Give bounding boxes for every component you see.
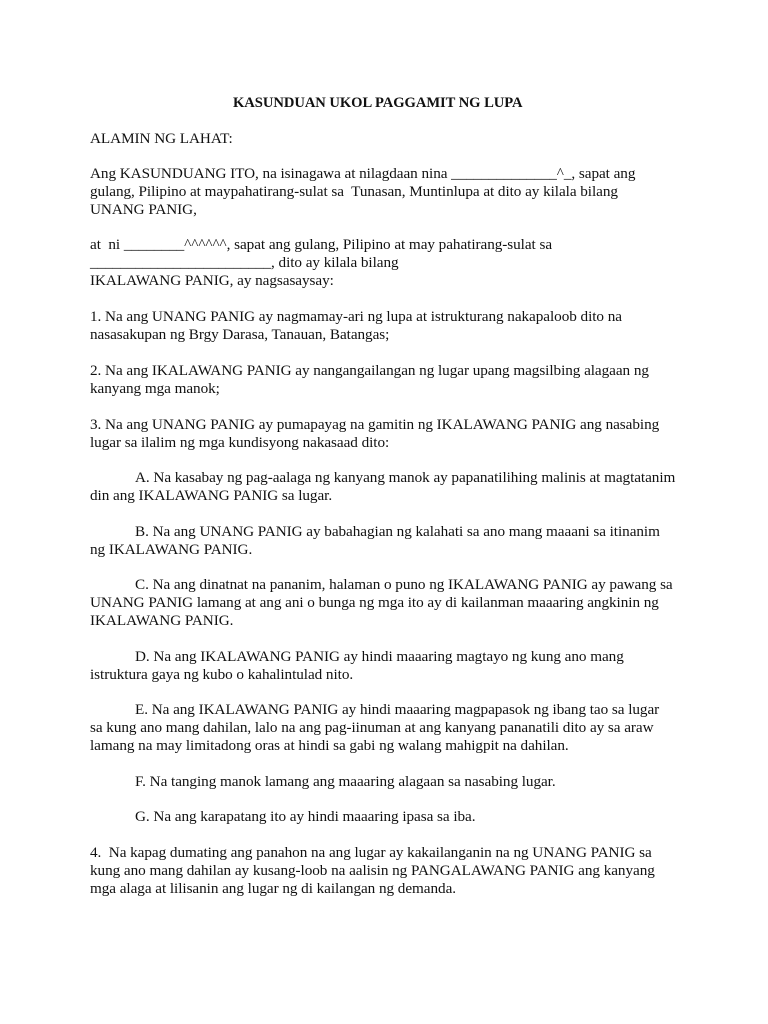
condition-a-line-1: A. Na kasabay ng pag-aalaga ng kanyang manok ay papanatilihing malinis at magtatanim (135, 469, 676, 486)
condition-e-line-1: E. Na ang IKALAWANG PANIG ay hindi maaaring magpapasok ng ibang tao sa lugar (135, 701, 660, 718)
condition-a-line-2: din ang IKALAWANG PANIG sa lugar. (90, 487, 333, 504)
item-3-line-2: lugar sa ilalim ng mga kundisyong nakasaad dito: (90, 434, 390, 451)
condition-b-line-1: B. Na ang UNANG PANIG ay babahagian ng kalahati sa ano mang maaani sa itinanim (135, 523, 660, 540)
item-3-line-1: 3. Na ang UNANG PANIG ay pumapayag na gamitin ng IKALAWANG PANIG ang nasabing (90, 416, 660, 433)
second-party-line-2: ________________________, dito ay kilala bilang (90, 254, 399, 271)
condition-e-line-3: lamang na may limitadong oras at hindi sa gabi ng walang mahigpit na dahilan. (90, 737, 569, 754)
condition-c-line-1: C. Na ang dinatnat na pananim, halaman o puno ng IKALAWANG PANIG ay pawang sa (135, 576, 673, 593)
intro-line-1: Ang KASUNDUANG ITO, na isinagawa at nilagdaan nina ______________^_, sapat ang (90, 165, 636, 182)
document-title: KASUNDUAN UKOL PAGGAMIT NG LUPA (233, 95, 523, 111)
second-party-line-1: at ni ________^^^^^^, sapat ang gulang, Pilipino at may pahatirang-sulat sa (90, 236, 553, 253)
item-4-line-2: kung ano mang dahilan ay kusang-loob na aalisin ng PANGALAWANG PANIG ang kanyang (90, 862, 655, 879)
condition-c-line-3: IKALAWANG PANIG. (90, 612, 234, 629)
item-2-line-2: kanyang mga manok; (90, 380, 220, 397)
salutation: ALAMIN NG LAHAT: (90, 130, 233, 147)
item-4-line-1: 4. Na kapag dumating ang panahon na ang lugar ay kakailanganin na ng UNANG PANIG sa (90, 844, 652, 861)
condition-e-line-2: sa kung ano mang dahilan, lalo na ang pag-iinuman at ang kanyang pananatili dito ay sa araw (90, 719, 654, 736)
condition-b-line-2: ng IKALAWANG PANIG. (90, 541, 253, 558)
item-4-line-3: mga alaga at lilisanin ang lugar ng di kailangan ng demanda. (90, 880, 457, 897)
condition-f-line-1: F. Na tanging manok lamang ang maaaring alagaan sa nasabing lugar. (135, 773, 556, 790)
item-1-line-1: 1. Na ang UNANG PANIG ay nagmamay-ari ng lupa at istrukturang nakapaloob dito na (90, 308, 622, 325)
item-1-line-2: nasasakupan ng Brgy Darasa, Tanauan, Batangas; (90, 326, 390, 343)
second-party-line-3: IKALAWANG PANIG, ay nagsasaysay: (90, 272, 334, 289)
condition-g-line-1: G. Na ang karapatang ito ay hindi maaaring ipasa sa iba. (135, 808, 476, 825)
intro-line-2: gulang, Pilipino at maypahatirang-sulat sa Tunasan, Muntinlupa at dito ay kilala bilang (90, 183, 618, 200)
condition-c-line-2: UNANG PANIG lamang at ang ani o bunga ng mga ito ay di kailanman maaaring angkinin ng (90, 594, 659, 611)
item-2-line-1: 2. Na ang IKALAWANG PANIG ay nangangailangan ng lugar upang magsilbing alagaan ng (90, 362, 649, 379)
intro-line-3: UNANG PANIG, (90, 201, 197, 218)
condition-d-line-1: D. Na ang IKALAWANG PANIG ay hindi maaaring magtayo ng kung ano mang (135, 648, 624, 665)
condition-d-line-2: istruktura gaya ng kubo o kahalintulad nito. (90, 666, 354, 683)
